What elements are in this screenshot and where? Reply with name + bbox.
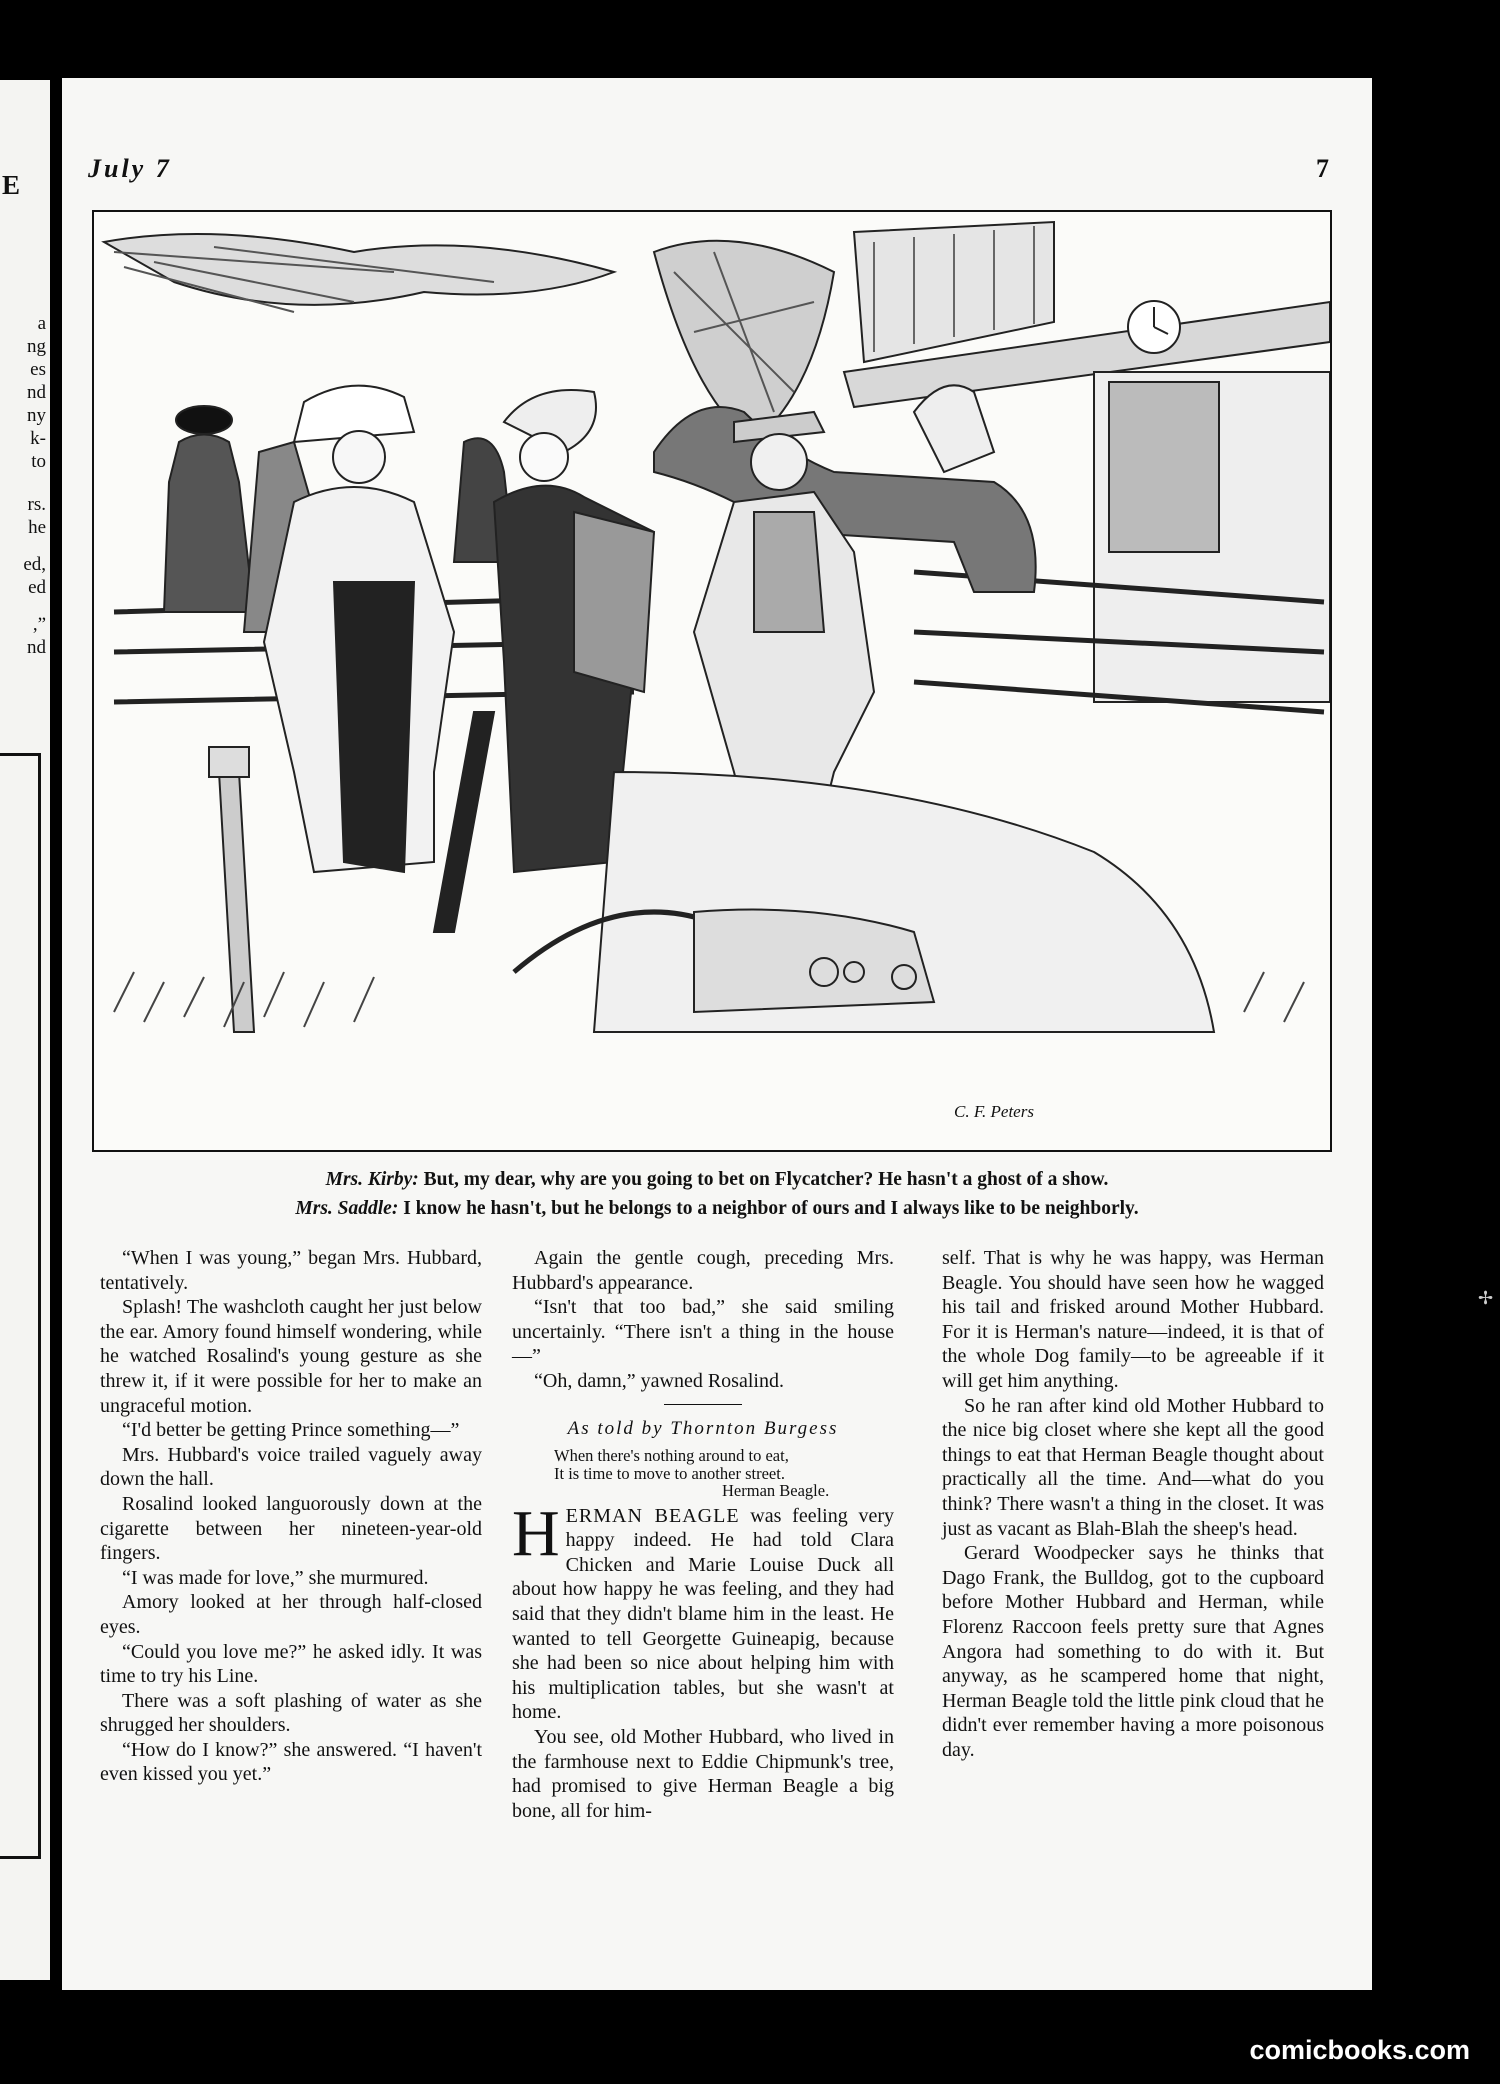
col2-paragraph: “Oh, damn,” yawned Rosalind. (534, 1369, 784, 1392)
col1-paragraph: “When I was young,” began Mrs. Hubbard, tentatively. (100, 1247, 482, 1294)
col3-paragraph: Gerard Woodpecker says he thinks that Dago Frank, the Bulldog, got to the cupboard before Mother Hubbard and Herman, while Florenz Raccoon feels pretty sure that Agnes Angora had something to do with it. But anyway, as he scampered home that night, Herman Beagle told the little pink cloud that he didn't ever remember having a more poisonous day. (942, 1542, 1324, 1761)
left-page-fragment: ny (27, 405, 46, 426)
left-page-fragment: ng (27, 336, 46, 357)
column-3 (942, 1246, 1324, 1762)
illustration-caption (62, 1165, 1372, 1223)
left-page-fragment: rs. (27, 494, 46, 515)
verse-line: It is time to move to another street. (554, 1463, 785, 1483)
col1-paragraph: “How do I know?” she answered. “I haven't even kissed you yet.” (100, 1738, 482, 1786)
story-lead-paragraph (512, 1496, 894, 1725)
epigraph-verse (554, 1447, 894, 1500)
left-page-fragment: to (31, 451, 46, 472)
col3-paragraph: So he ran after kind old Mother Hubbard to the nice big closet where she kept all the good things to eat that Herman Beagle thought about practically all the time. And—what do you think? There wasn't a thing in the closet. It was just as vacant as Blah-Blah the sheep's head. (942, 1394, 1324, 1540)
magazine-page (62, 78, 1372, 1990)
caption-text-1: But, my dear, why are you going to bet on Flycatcher? He hasn't a ghost of a show. (423, 1169, 1109, 1190)
artist-signature: C. F. Peters (954, 1102, 1034, 1121)
caption-line-2 (62, 1194, 1372, 1223)
lead-caps: ERMAN BEAGLE (565, 1504, 740, 1527)
illustration-drawing (94, 212, 1330, 1150)
caption-text-2: I know he hasn't, but he belongs to a neighbor of ours and I always like to be neighborly. (403, 1198, 1139, 1219)
col1-paragraph: There was a soft plashing of water as she shrugged her shoulders. (100, 1689, 482, 1737)
verse-line: When there's nothing around to eat, (554, 1446, 789, 1466)
col1-paragraph: “I'd better be getting Prince something—” (122, 1419, 460, 1442)
col1-paragraph: Splash! The washcloth caught her just below the ear. Amory found himself wondering, while he watched Rosalind's young gesture as she threw it, if it were possible for her to make an ungraceful motion. (100, 1296, 482, 1417)
col3-continuation: self. That is why he was happy, was Herman Beagle. You should have seen how he wagged his tail and frisked around Mother Hubbard. For it is Herman's nature—indeed, it is that of the whole Dog family—to be agreeable if it will get him anything. (942, 1247, 1324, 1392)
col2-paragraph: “Isn't that too bad,” she said smiling uncertainly. “There isn't a thing in the house—” (512, 1296, 894, 1368)
left-facing-page (0, 80, 50, 1980)
col1-paragraph: Mrs. Hubbard's voice trailed vaguely away down the hall. (100, 1443, 482, 1491)
byline: As told by Thornton Burgess (567, 1417, 839, 1439)
col1-paragraph: “I was made for love,” she murmured. (122, 1566, 429, 1589)
caption-speaker-1: Mrs. Kirby: (325, 1169, 419, 1190)
scan-mark: ✢ (1478, 1288, 1494, 1308)
section-divider (664, 1404, 742, 1405)
caption-speaker-2: Mrs. Saddle: (295, 1198, 399, 1219)
left-page-box (0, 753, 41, 1859)
left-page-fragment: k- (30, 428, 46, 449)
lead-text: was feeling very happy indeed. He had told Clara Chicken and Marie Louise Duck all about how happy he was feeling, and they had said that they didn't blame him in the least. He wanted to tell Georgette Guineapig, because she had been so nice about helping him with his multiplication tables, but she wasn't at home. (512, 1504, 894, 1724)
drop-cap: H (512, 1496, 560, 1570)
column-1 (100, 1246, 482, 1787)
col2-paragraph: Again the gentle cough, preceding Mrs. Hubbard's appearance. (512, 1247, 894, 1294)
left-page-fragment: ed (28, 577, 46, 598)
col2-paragraph: You see, old Mother Hubbard, who lived in the farmhouse next to Eddie Chipmunk's tree, had promised to give Herman Beagle a big bone, all for him- (512, 1726, 894, 1822)
page-number: 7 (1316, 154, 1332, 183)
left-page-fragment: nd (27, 382, 46, 403)
left-page-fragment: es (30, 359, 46, 380)
watermark: comicbooks.com (1249, 2035, 1470, 2065)
col1-paragraph: “Could you love me?” he asked idly. It was time to try his Line. (100, 1640, 482, 1688)
col1-paragraph: Amory looked at her through half-closed eyes. (100, 1591, 482, 1638)
left-page-fragment: ,” (32, 614, 46, 635)
left-page-fragment: ed, (23, 554, 46, 575)
racetrack-illustration (92, 210, 1332, 1152)
verse-signature: Herman Beagle. (722, 1481, 830, 1501)
col1-paragraph: Rosalind looked languorously down at the cigarette between her nineteen-year-old fingers. (100, 1492, 482, 1565)
caption-line-1 (62, 1165, 1372, 1194)
page-date: July 7 (88, 154, 172, 183)
left-page-fragment: he (28, 517, 46, 538)
left-page-fragment: nd (27, 637, 46, 658)
column-2 (512, 1246, 894, 1823)
left-page-letter: E (2, 170, 21, 200)
left-page-fragment: a (37, 313, 46, 334)
